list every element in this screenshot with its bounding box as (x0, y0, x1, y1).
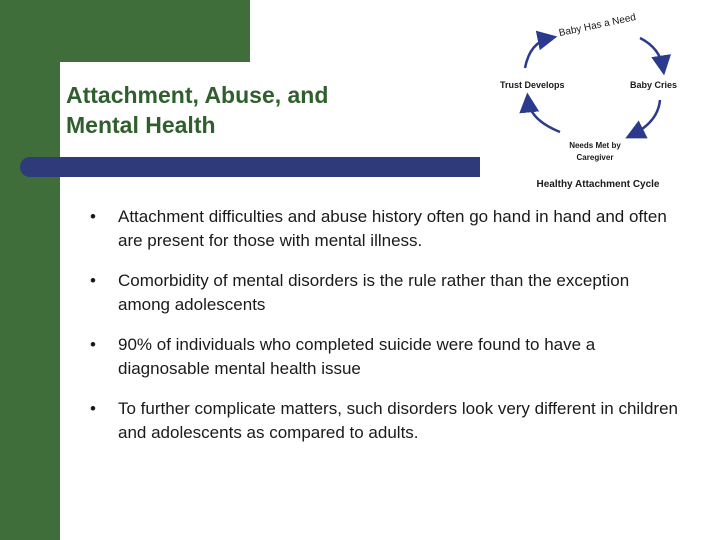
bullet-item (90, 269, 680, 317)
title-underline-band (20, 157, 480, 177)
cycle-label-bottom-2: Caregiver (576, 153, 614, 162)
left-accent-bar (0, 0, 60, 540)
arrow-top-left (525, 38, 550, 68)
bullet-item (90, 205, 680, 253)
bullet-text: Attachment difficulties and abuse history often go hand in hand and often are present for those with mental illness. (118, 207, 667, 250)
bullet-text: 90% of individuals who completed suicide were found to have a diagnosable mental health issue (118, 335, 596, 378)
bullet-marker: • (90, 399, 96, 418)
arrow-bottom-right (632, 100, 660, 135)
slide-title (66, 80, 328, 140)
cycle-label-top: Baby Has a Need (557, 12, 637, 40)
bullet-text: To further complicate matters, such disorders look very different in children and adolescents as compared to adults. (118, 399, 678, 442)
attachment-cycle-svg (480, 0, 720, 200)
slide-title-line-1: Attachment, Abuse, and (66, 82, 329, 108)
bullet-marker: • (90, 335, 96, 354)
bullet-marker: • (90, 207, 96, 226)
arrow-top-right (640, 38, 663, 68)
cycle-label-bottom-1: Needs Met by (569, 141, 621, 150)
bullet-item (90, 333, 680, 381)
top-accent-block (0, 0, 250, 62)
cycle-label-left: Trust Develops (500, 80, 565, 90)
arrow-bottom-left (528, 100, 560, 132)
attachment-cycle-diagram (480, 0, 720, 200)
bullet-text: Comorbidity of mental disorders is the rule rather than the exception among adolescents (118, 271, 630, 314)
bullet-marker: • (90, 271, 96, 290)
bullet-item (90, 397, 680, 445)
bullet-list (90, 205, 680, 461)
cycle-caption: Healthy Attachment Cycle (536, 179, 660, 190)
slide-title-line-2: Mental Health (66, 112, 216, 138)
cycle-label-right: Baby Cries (630, 80, 678, 90)
